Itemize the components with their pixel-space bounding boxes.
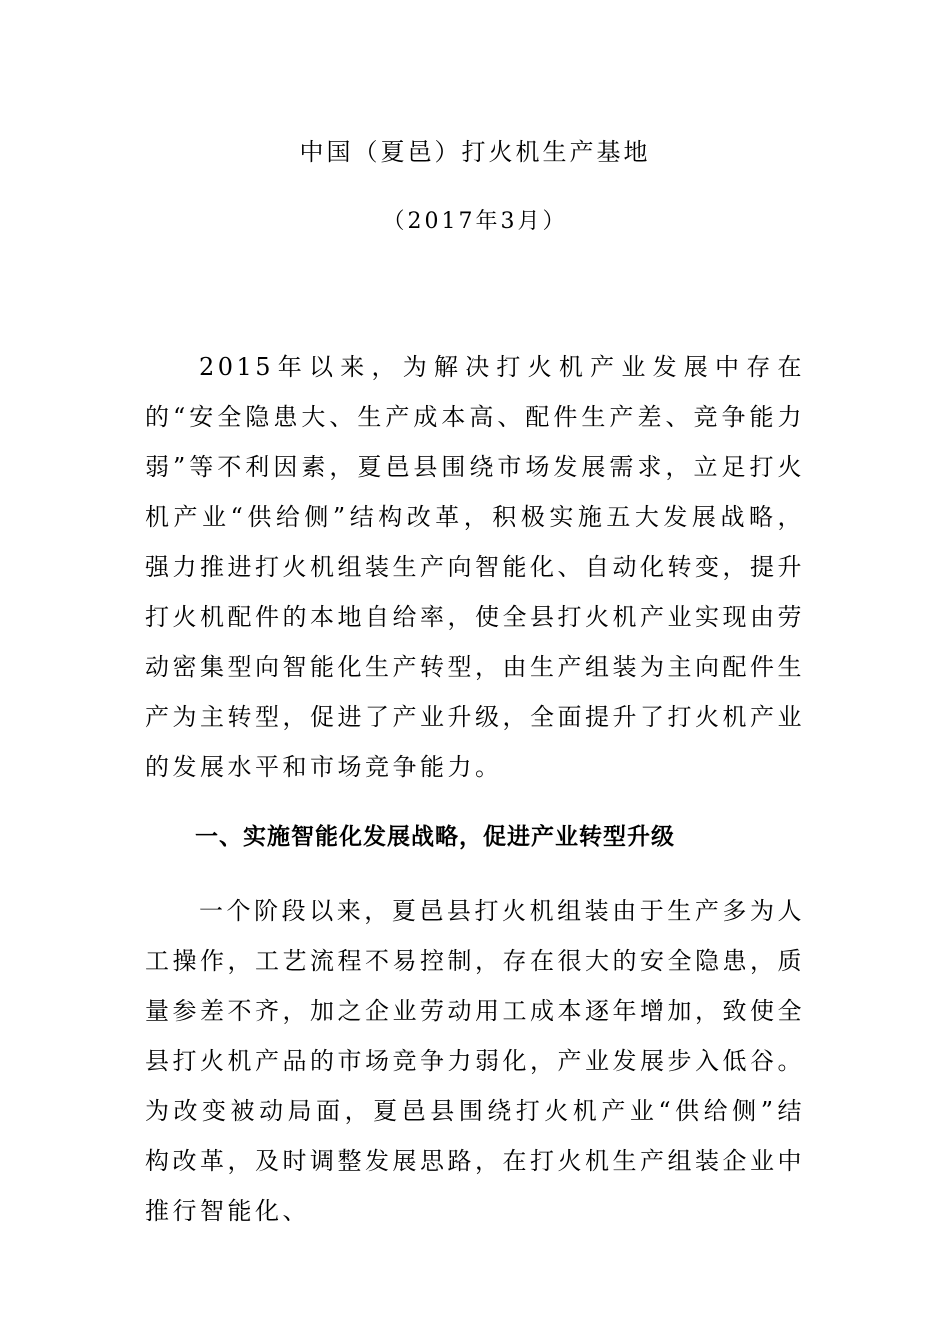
paragraph-intro: 2015年以来，为解决打火机产业发展中存在的“安全隐患大、生产成本高、配件生产差、竞争能力弱”等不利因素，夏邑县围绕市场发展需求，立足打火机产业“供给侧”结构改革，积极实施五大发展战略，强力推进打火机组装生产向智能化、自动化转变，提升打火机配件的本地自给率，使全县打火机产业实现由劳动密集型向智能化生产转型，由生产组装为主向配件生产为主转型，促进了产业升级，全面提升了打火机产业的发展水平和市场竞争能力。 [145, 353, 805, 781]
paragraph-section-1: 一个阶段以来，夏邑县打火机组装由于生产多为人工操作，工艺流程不易控制，存在很大的安全隐患，质量参差不齐，加之企业劳动用工成本逐年增加，致使全县打火机产品的市场竞争力弱化，产业发展步入低谷。为改变被动局面，夏邑县围绕打火机产业“供给侧”结构改革，及时调整发展思路，在打火机生产组装企业中推行智能化、 [145, 897, 805, 1225]
section-heading: 一、实施智能化发展战略，促进产业转型升级 [195, 824, 675, 850]
document-title: 中国（夏邑）打火机生产基地 [299, 138, 651, 166]
document-date: （2017年3月） [382, 209, 568, 234]
